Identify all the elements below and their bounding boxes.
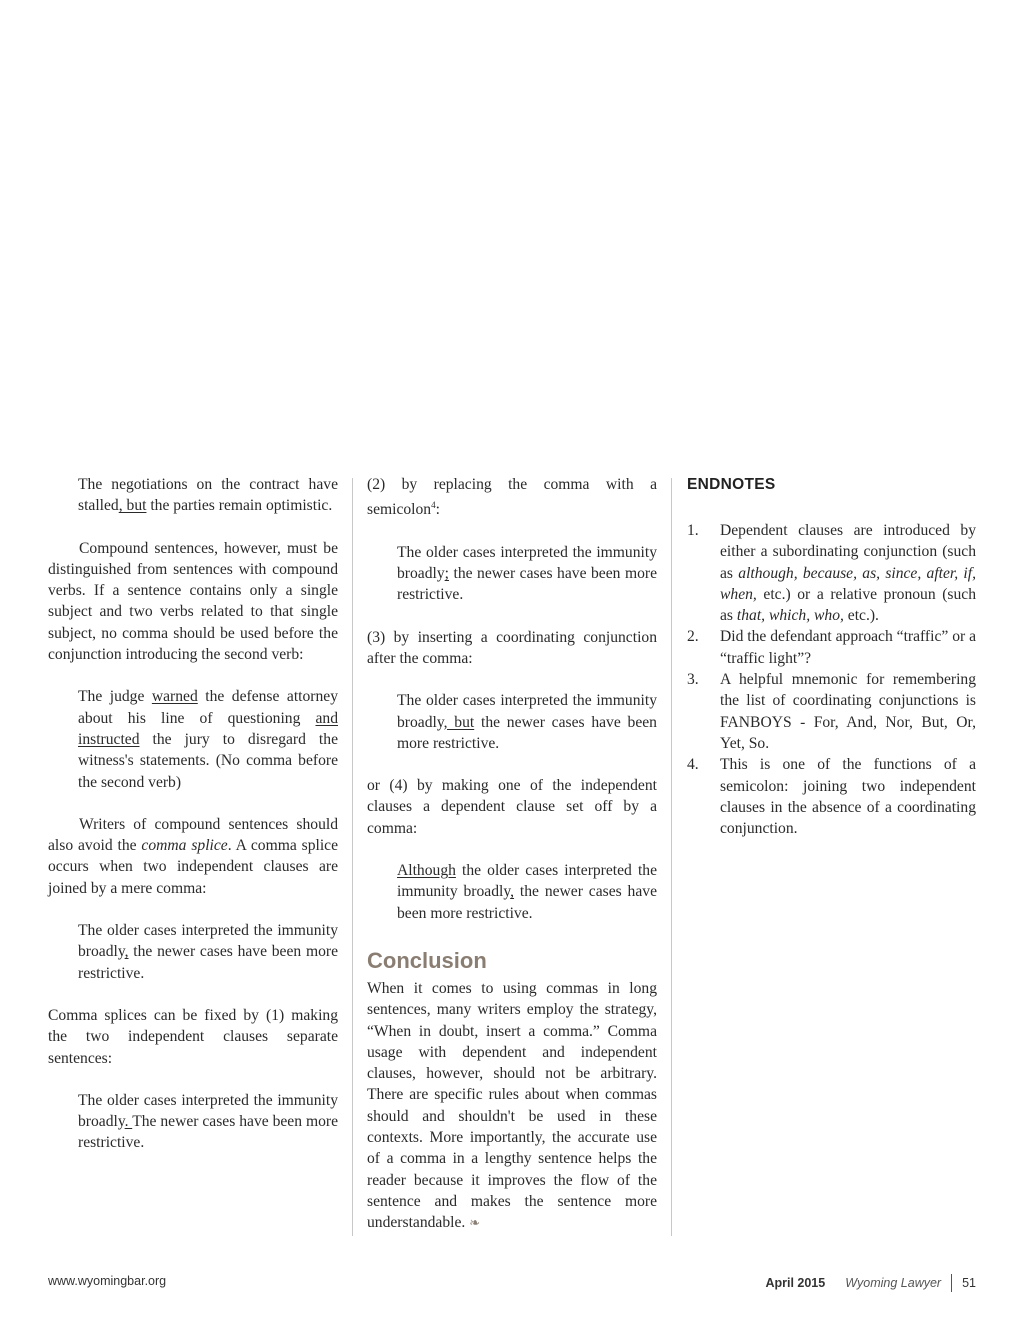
paragraph-fix-3: (3) by inserting a coordinating conjunction after the comma:: [367, 628, 657, 667]
paragraph-fix-4: or (4) by making one of the independent clauses a dependent clause set off by a comma:: [367, 777, 657, 837]
endnote-item: 1. Dependent clauses are introduced by either a subordinating conjunction (such as although, because, as, since, after, if, when, etc.) or a relative pronoun (such as that, which, who, etc.).: [687, 522, 976, 625]
example-separate-sentences: The older cases interpreted the immunity broadly. The newer cases have been more restrictive.: [78, 1091, 338, 1152]
column-2: [367, 474, 657, 1234]
paragraph-fix-1: Comma splices can be fixed by (1) making the two independent clauses separate sentences:: [48, 1006, 338, 1067]
conclusion-heading: Conclusion: [367, 947, 487, 973]
example-conjunction: The older cases interpreted the immunity broadly, but the newer cases have been more restrictive.: [397, 692, 657, 752]
footer-url[interactable]: www.wyomingbar.org: [48, 1274, 167, 1288]
page-number: 51: [962, 1276, 976, 1290]
column-divider: [671, 478, 672, 1236]
endnotes-list: [687, 520, 976, 839]
conclusion-paragraph: When it comes to using commas in long sentences, many writers employ the strategy, “When in doubt, insert a comma.” Comma usage with dependent and independent clauses, however, should not be arbitrary. There are specific rules about when commas should and shouldn't be used in these contexts. More importantly, the accurate use of a comma in a lengthy sentence helps the reader because it improves the flow of the sentence and makes the sentence more understandable. ❧: [367, 979, 657, 1232]
column-1: [48, 474, 338, 1154]
paragraph-fix-2: (2) by replacing the comma with a semicolon$^4$:: [367, 476, 657, 519]
endnote-item: 2. Did the defendant approach “traffic” or a “traffic light”?: [687, 628, 977, 667]
example-compound-verb: The judge warned the defense attorney about his line of questioning and instructed the jury to disregard the witness's statements. (No comma before the second verb): [78, 688, 338, 791]
example-comma-splice: The older cases interpreted the immunity broadly, the newer cases have been more restrictive.: [78, 922, 338, 982]
paragraph-compound-verbs: Compound sentences, however, must be distinguished from sentences with compound verbs. If a sentence contains only a single subject and two verbs related to that single subject, no comma should be used before the conjunction introducing the second verb:: [48, 539, 338, 664]
paragraph-comma-splice: Writers of compound sentences should also avoid the comma splice. A comma splice occurs when two independent clauses are joined by a mere comma:: [48, 815, 339, 897]
endnotes-title: ENDNOTES: [687, 476, 776, 493]
column-divider: [352, 478, 353, 1236]
endnote-item: 4. This is one of the functions of a semicolon: joining two independent clauses in the absence of a coordinating conjunction.: [687, 756, 976, 838]
endnote-item: 3. A helpful mnemonic for remembering the list of coordinating conjunctions is FANBOYS - For, And, Nor, But, Or, Yet, So.: [687, 671, 976, 752]
example-semicolon: The older cases interpreted the immunity broadly; the newer cases have been more restrictive.: [397, 543, 657, 604]
footer-separator: [951, 1274, 952, 1292]
footer-info: [765, 1274, 976, 1292]
footer-date: April 2015: [765, 1276, 826, 1290]
footer-magazine: Wyoming Lawyer: [845, 1276, 942, 1290]
endnotes-section: [687, 474, 976, 839]
example-dependent-clause: Although the older cases interpreted the immunity broadly, the newer cases have been more restrictive.: [397, 862, 657, 922]
example-compound-sentence: The negotiations on the contract have stalled, but the parties remain optimistic.: [78, 476, 338, 515]
end-mark-icon: ❧: [469, 1215, 481, 1231]
